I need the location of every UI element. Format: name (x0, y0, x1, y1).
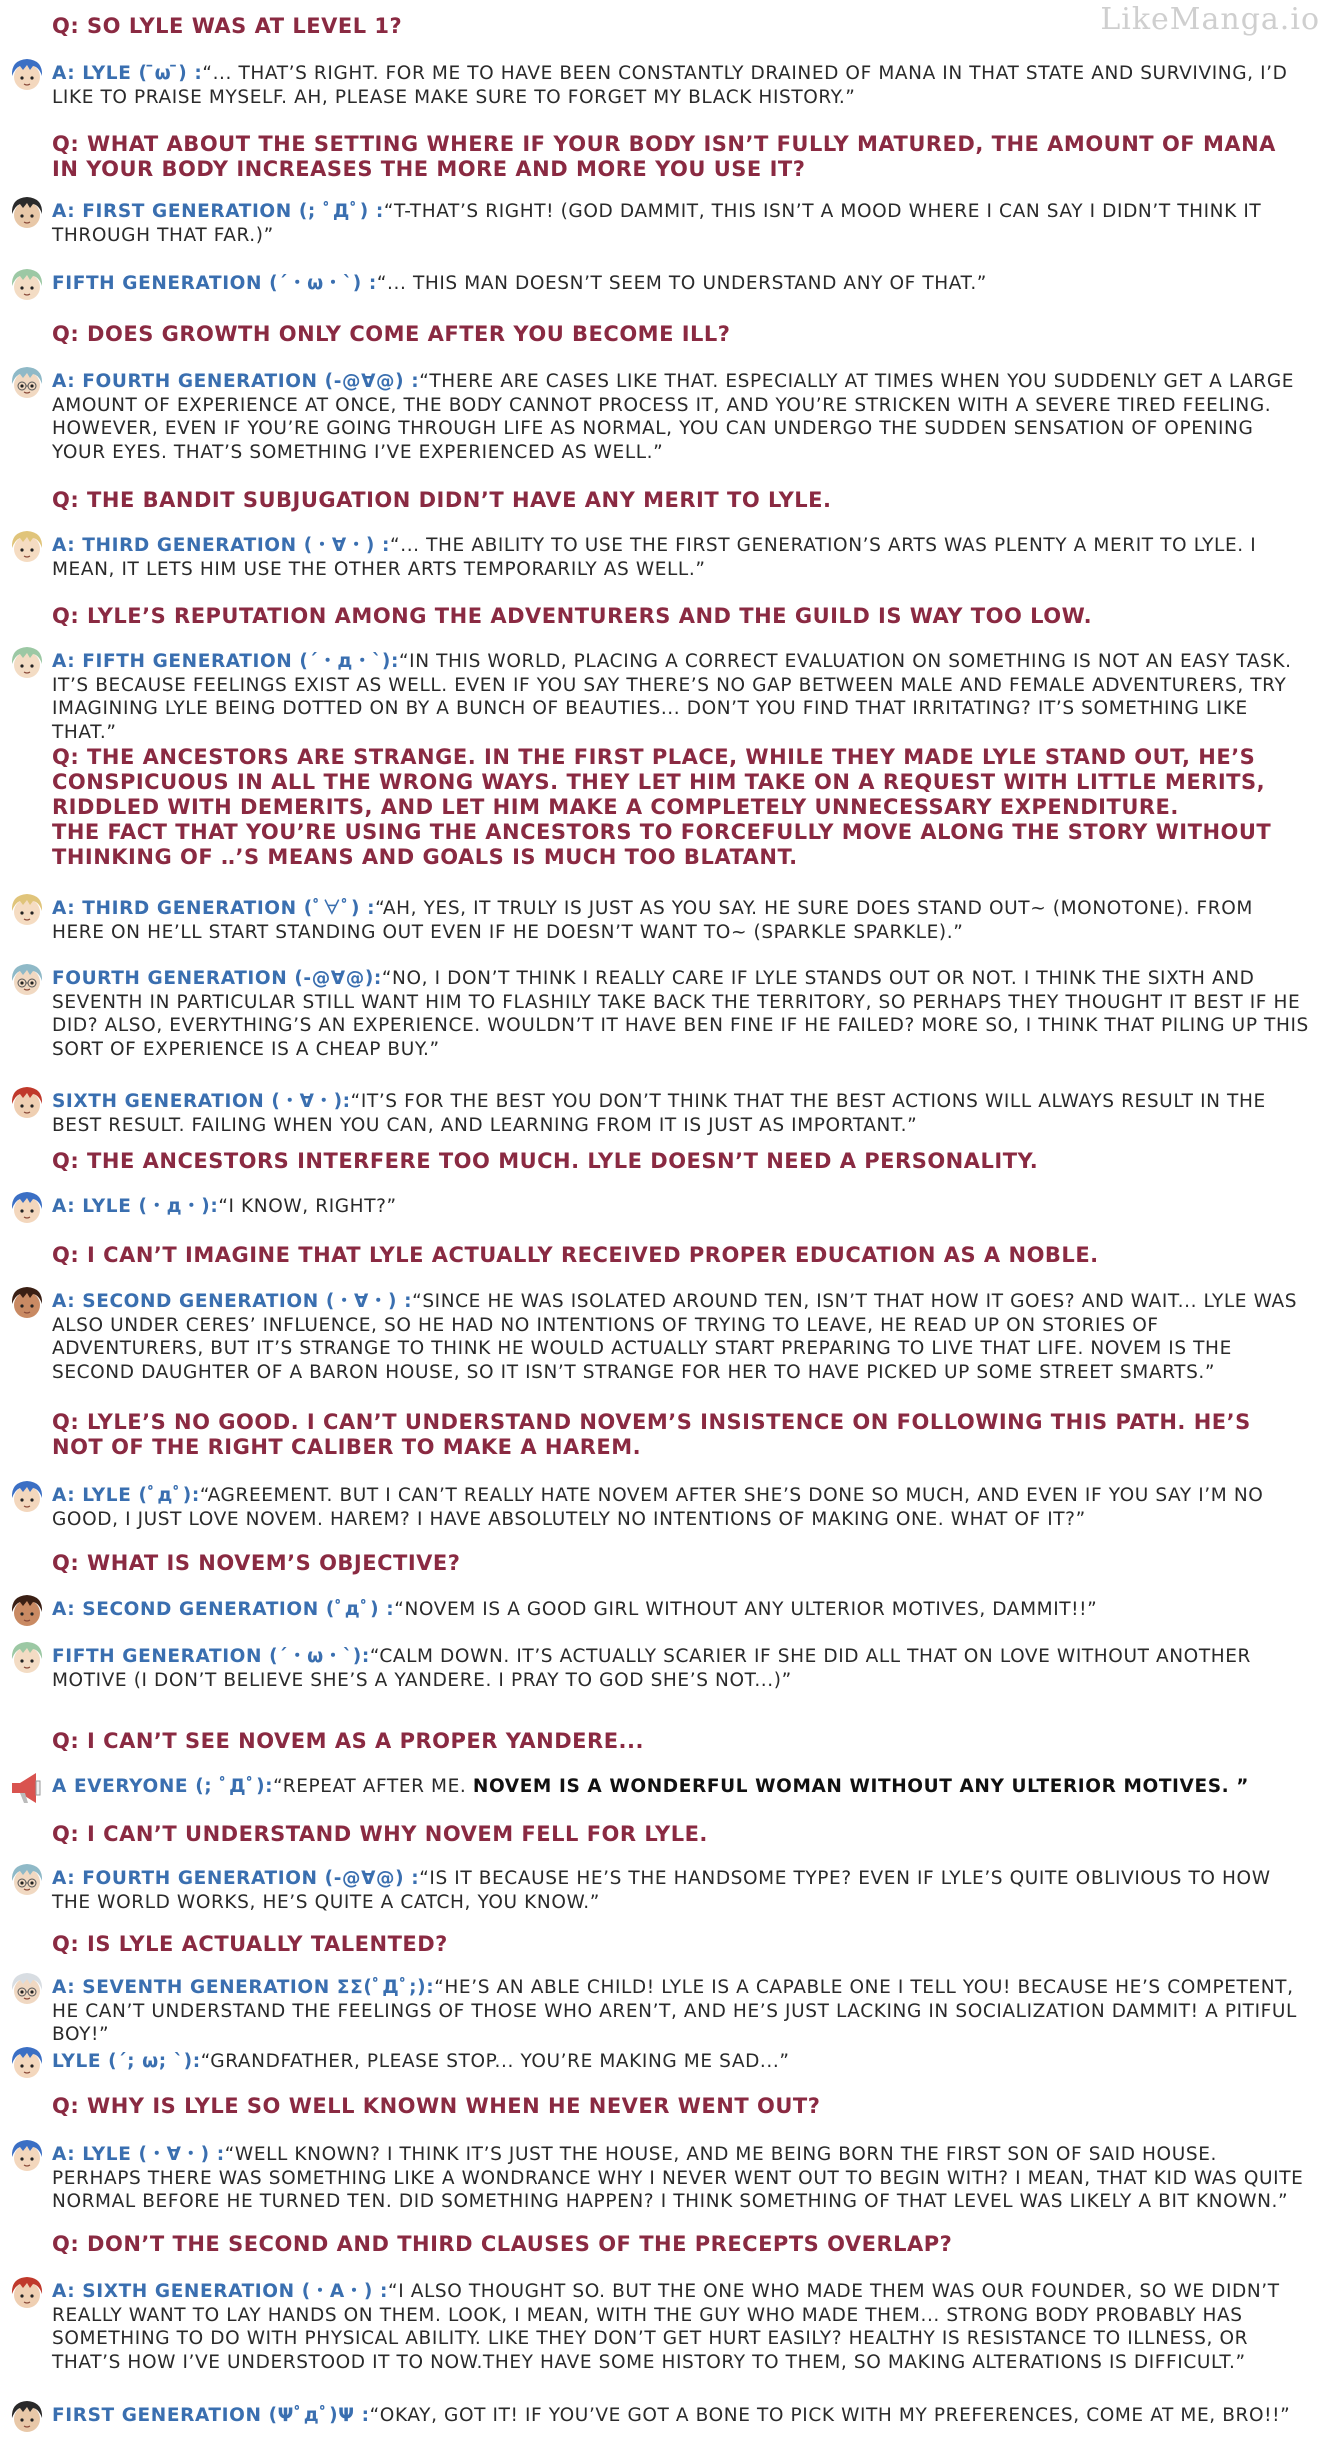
answer (52, 1775, 1310, 1799)
speaker-label: A: THIRD GENERATION (ﾟ∀ﾟ) : (52, 898, 376, 919)
question: Q: THE ANCESTORS INTERFERE TOO MUCH. LYLE DOESN’T NEED A PERSONALITY. (52, 1149, 1039, 1173)
answer (52, 2143, 1310, 2214)
answer-text: “REPEAT AFTER ME. (273, 1776, 473, 1797)
answer (52, 967, 1310, 1061)
speaker-label: SIXTH GENERATION (・∀・): (52, 1091, 351, 1112)
dark-hair-icon (6, 192, 48, 234)
answer (52, 1484, 1310, 1531)
question: Q: IS LYLE ACTUALLY TALENTED? (52, 1932, 448, 1956)
speaker-label: A: FIRST GENERATION (; ﾟДﾟ) : (52, 201, 384, 222)
green-hair-icon (6, 1637, 48, 1679)
speaker-label: A: THIRD GENERATION (・∀・) : (52, 535, 391, 556)
answer (52, 1867, 1310, 1914)
answer-text: “HE’S AN ABLE CHILD! LYLE IS A CAPABLE ONE I TELL YOU! BECAUSE HE’S COMPETENT, HE CAN’T UNDERSTAND THE FEELINGS OF THOSE WHO AREN’T, AND HE’S JUST LACKING IN SOCIALIZATION DAMMIT! A PITIFUL BOY!” (52, 1977, 1297, 2045)
blue-hair-icon (6, 1476, 48, 1518)
answer-text: “I KNOW, RIGHT?” (218, 1196, 397, 1217)
answer (52, 1290, 1310, 1384)
speaker-label: FOURTH GENERATION (-@∀@): (52, 968, 382, 989)
answer-text: “WELL KNOWN? I THINK IT’S JUST THE HOUSE, AND ME BEING BORN THE FIRST SON OF SAID HOUSE. PERHAPS THERE WAS SOMETHING LIKE A WONDRANCE WHY I NEVER WENT OUT TO BEGIN WITH? I MEAN, THAT KID WAS QUITE NORMAL BEFORE HE TURNED TEN. DID SOMETHING HAPPEN? I THINK SOMETHING OF THAT LEVEL WAS LIKELY A BIT KNOWN.” (52, 2144, 1304, 2212)
dark-hair-icon (6, 2396, 48, 2438)
answer-text: “IS IT BECAUSE HE’S THE HANDSOME TYPE? EVEN IF LYLE’S QUITE OBLIVIOUS TO HOW THE WORLD WORKS, HE’S QUITE A CATCH, YOU KNOW.” (52, 1868, 1271, 1913)
answer (52, 272, 1310, 296)
answer (52, 200, 1310, 247)
answer-text: “AH, YES, IT TRULY IS JUST AS YOU SAY. HE SURE DOES STAND OUT~ (MONOTONE). FROM HERE ON HE’LL START STANDING OUT EVEN IF HE DOESN’T WANT TO~ (SPARKLE SPARKLE).” (52, 898, 1253, 943)
blonde-hair-icon (6, 526, 48, 568)
speaker-label: FIFTH GENERATION (´・ω・`) : (52, 273, 377, 294)
question: Q: WHAT ABOUT THE SETTING WHERE IF YOUR BODY ISN’T FULLY MATURED, THE AMOUNT OF MANA IN YOUR BODY INCREASES THE MORE AND MORE YOU USE IT? (52, 132, 1276, 181)
speaker-label: A: FOURTH GENERATION (-@∀@) : (52, 1868, 420, 1889)
watermark: LikeManga.io (1100, 2, 1320, 37)
answer (52, 897, 1310, 944)
question: Q: WHAT IS NOVEM’S OBJECTIVE? (52, 1551, 461, 1575)
speaker-label: A: SECOND GENERATION (ﾟдﾟ) : (52, 1599, 395, 1620)
question: Q: DOES GROWTH ONLY COME AFTER YOU BECOME ILL? (52, 322, 731, 346)
question: Q: LYLE’S NO GOOD. I CAN’T UNDERSTAND NOVEM’S INSISTENCE ON FOLLOWING THIS PATH. HE’S NOT OF THE RIGHT CALIBER TO MAKE A HAREM. (52, 1410, 1251, 1459)
answer-text: “AGREEMENT. BUT I CAN’T REALLY HATE NOVEM AFTER SHE’S DONE SO MUCH, AND EVEN IF YOU SAY I’M NO GOOD, I JUST LOVE NOVEM. HAREM? I HAVE ABSOLUTELY NO INTENTIONS OF MAKING ONE. WHAT OF IT?” (52, 1485, 1264, 1530)
answer (52, 2050, 1310, 2074)
speaker-label: A: LYLE (・∀・) : (52, 2144, 225, 2165)
megaphone-icon (6, 1767, 48, 1809)
speaker-label: A: LYLE (・д・): (52, 1196, 219, 1217)
blue-hair-icon (6, 2135, 48, 2177)
white-hair-icon (6, 1968, 48, 2010)
answer-text: “NOVEM IS A GOOD GIRL WITHOUT ANY ULTERIOR MOTIVES, DAMMIT!!” (394, 1599, 1098, 1620)
answer (52, 650, 1310, 744)
long-hair-icon (6, 1590, 48, 1632)
speaker-label: A: LYLE (ﾟдﾟ): (52, 1485, 200, 1506)
answer (52, 370, 1310, 464)
emphasis-text: NOVEM IS A WONDERFUL WOMAN WITHOUT ANY ULTERIOR MOTIVES. ” (472, 1776, 1250, 1797)
answer-text: “... THAT’S RIGHT. FOR ME TO HAVE BEEN CONSTANTLY DRAINED OF MANA IN THAT STATE AND SURVIVING, I’D LIKE TO PRAISE MYSELF. AH, PLEASE MAKE SURE TO FORGET MY BLACK HISTORY.” (52, 63, 1288, 108)
answer-text: “THERE ARE CASES LIKE THAT. ESPECIALLY AT TIMES WHEN YOU SUDDENLY GET A LARGE AMOUNT OF EXPERIENCE AT ONCE, THE BODY CANNOT PROCESS IT, AND YOU’RE STRICKEN WITH A SEVERE TIRED FEELING. HOWEVER, EVEN IF YOU’RE GOING THROUGH LIFE AS NORMAL, YOU CAN UNDERGO THE SUDDEN SENSATION OF OPENING YOUR EYES. THAT’S SOMETHING I’VE EXPERIENCED AS WELL.” (52, 371, 1295, 463)
blue-hair-icon (6, 2042, 48, 2084)
answer-text: “NO, I DON’T THINK I REALLY CARE IF LYLE STANDS OUT OR NOT. I THINK THE SIXTH AND SEVENTH IN PARTICULAR STILL WANT HIM TO FLASHILY TAKE BACK THE TERRITORY, SO PERHAPS THEY THOUGHT IT BEST IF HE DID? ALSO, EVERYTHING’S AN EXPERIENCE. WOULDN’T IT HAVE BEN FINE IF HE FAILED? MORE SO, I THINK THAT PILING UP THIS SORT OF EXPERIENCE IS A CHEAP BUY.” (52, 968, 1309, 1060)
speaker-label: A: FOURTH GENERATION (-@∀@) : (52, 371, 420, 392)
answer (52, 62, 1310, 109)
question: Q: WHY IS LYLE SO WELL KNOWN WHEN HE NEVER WENT OUT? (52, 2094, 821, 2118)
question: Q: I CAN’T SEE NOVEM AS A PROPER YANDERE... (52, 1729, 644, 1753)
answer (52, 534, 1310, 581)
answer-text: “... THE ABILITY TO USE THE FIRST GENERATION’S ARTS WAS PLENTY A MERIT TO LYLE. I MEAN, IT LETS HIM USE THE OTHER ARTS TEMPORARILY AS WELL.” (52, 535, 1257, 580)
speaker-label: A: SIXTH GENERATION (・A・) : (52, 2281, 389, 2302)
answer (52, 1195, 1310, 1219)
speaker-label: A: SECOND GENERATION (・∀・) : (52, 1291, 413, 1312)
answer-text: “IT’S FOR THE BEST YOU DON’T THINK THAT THE BEST ACTIONS WILL ALWAYS RESULT IN THE BEST RESULT. FAILING WHEN YOU CAN, AND LEARNING FROM IT IS JUST AS IMPORTANT.” (52, 1091, 1266, 1136)
answer (52, 1598, 1310, 1622)
question: Q: SO LYLE WAS AT LEVEL 1? (52, 14, 403, 38)
blue-hair-icon (6, 1187, 48, 1229)
green-hair-icon (6, 264, 48, 306)
green-hair-icon (6, 642, 48, 684)
answer-text: “I ALSO THOUGHT SO. BUT THE ONE WHO MADE THEM WAS OUR FOUNDER, SO WE DIDN’T REALLY WANT TO LAY HANDS ON THEM. LOOK, I MEAN, WITH THE GUY WHO MADE THEM... STRONG BODY PROBABLY HAS SOMETHING TO DO WITH PHYSICAL ABILITY. LIKE THEY DON’T GET HURT EASILY? HEALTHY IS RESISTANCE TO ILLNESS, OR THAT’S HOW I’VE UNDERSTOOD IT TO NOW.THEY HAVE SOME HISTORY TO THEM, SO MAKING ALTERATIONS IS DIFFICULT.” (52, 2281, 1280, 2373)
glasses-icon (6, 362, 48, 404)
question: Q: THE BANDIT SUBJUGATION DIDN’T HAVE ANY MERIT TO LYLE. (52, 488, 832, 512)
question: Q: DON’T THE SECOND AND THIRD CLAUSES OF THE PRECEPTS OVERLAP? (52, 2232, 953, 2256)
speaker-label: FIRST GENERATION (Ψﾟдﾟ)Ψ : (52, 2405, 370, 2426)
speaker-label: LYLE (´; ω; `): (52, 2051, 201, 2072)
speaker-label: A: SEVENTH GENERATION ΣΣ(ﾟДﾟ;): (52, 1977, 435, 1998)
speaker-label: A EVERYONE (; ﾟДﾟ): (52, 1776, 274, 1797)
glasses-icon (6, 959, 48, 1001)
answer-text: “CALM DOWN. IT’S ACTUALLY SCARIER IF SHE DID ALL THAT ON LOVE WITHOUT ANOTHER MOTIVE (I DON’T BELIEVE SHE’S A YANDERE. I PRAY TO GOD SHE’S NOT...)” (52, 1646, 1251, 1691)
blonde-hair-icon (6, 889, 48, 931)
red-hair-icon (6, 1082, 48, 1124)
speaker-label: A: LYLE ( ̄ω ̄) : (52, 63, 203, 84)
answer (52, 1090, 1310, 1137)
blue-hair-icon (6, 54, 48, 96)
answer-text: “IN THIS WORLD, PLACING A CORRECT EVALUATION ON SOMETHING IS NOT AN EASY TASK. IT’S BECAUSE FEELINGS EXIST AS WELL. EVEN IF YOU SAY THERE’S NO GAP BETWEEN MALE AND FEMALE ADVENTURERS, TRY IMAGINING LYLE BEING DOTTED ON BY A BUNCH OF BEAUTIES... DON’T YOU FIND THAT IRRITATING? IT’S SOMETHING LIKE THAT.” (52, 651, 1292, 743)
answer-text: “T-THAT’S RIGHT! (GOD DAMMIT, THIS ISN’T A MOOD WHERE I CAN SAY I DIDN’T THINK IT THROUGH THAT FAR.)” (52, 201, 1262, 246)
long-hair-icon (6, 1282, 48, 1324)
glasses-icon (6, 1859, 48, 1901)
answer (52, 2280, 1310, 2374)
answer (52, 2404, 1310, 2428)
speaker-label: FIFTH GENERATION (´・ω・`): (52, 1646, 370, 1667)
answer-text: “... THIS MAN DOESN’T SEEM TO UNDERSTAND ANY OF THAT.” (376, 273, 987, 294)
question: Q: THE ANCESTORS ARE STRANGE. IN THE FIRST PLACE, WHILE THEY MADE LYLE STAND OUT, HE’S CONSPICUOUS IN ALL THE WRONG WAYS. THEY LET HIM TAKE ON A REQUEST WITH LITTLE MERITS, RIDDLED WITH DEMERITS, AND LET HIM MAKE A COMPLETELY UNNECESSARY EXPENDITURE. THE FACT THAT YOU’RE USING THE ANCESTORS TO FORCEFULLY MOVE ALONG THE STORY WITHOUT THINKING OF ‥’S MEANS AND GOALS IS MUCH TOO BLATANT. (52, 745, 1272, 869)
speaker-label: A: FIFTH GENERATION (´・д・`): (52, 651, 399, 672)
answer-text: “OKAY, GOT IT! IF YOU’VE GOT A BONE TO PICK WITH MY PREFERENCES, COME AT ME, BRO!!” (369, 2405, 1291, 2426)
answer (52, 1645, 1310, 1692)
answer-text: “SINCE HE WAS ISOLATED AROUND TEN, ISN’T THAT HOW IT GOES? AND WAIT... LYLE WAS ALSO UNDER CERES’ INFLUENCE, SO HE HAD NO INTENTIONS OF TRYING TO LEAVE, HE READ UP ON STORIES OF ADVENTURERS, BUT IT’S STRANGE TO THINK HE WOULD ACTUALLY START PREPARING TO LIVE THAT LIFE. NOVEM IS THE SECOND DAUGHTER OF A BARON HOUSE, SO IT ISN’T STRANGE FOR HER TO HAVE PICKED UP SOME STREET SMARTS.” (52, 1291, 1298, 1383)
answer (52, 1976, 1310, 2047)
red-hair-icon (6, 2272, 48, 2314)
question: Q: I CAN’T IMAGINE THAT LYLE ACTUALLY RECEIVED PROPER EDUCATION AS A NOBLE. (52, 1243, 1099, 1267)
question: Q: I CAN’T UNDERSTAND WHY NOVEM FELL FOR LYLE. (52, 1822, 708, 1846)
question: Q: LYLE’S REPUTATION AMONG THE ADVENTURERS AND THE GUILD IS WAY TOO LOW. (52, 604, 1093, 628)
answer-text: “GRANDFATHER, PLEASE STOP... YOU’RE MAKING ME SAD...” (200, 2051, 790, 2072)
